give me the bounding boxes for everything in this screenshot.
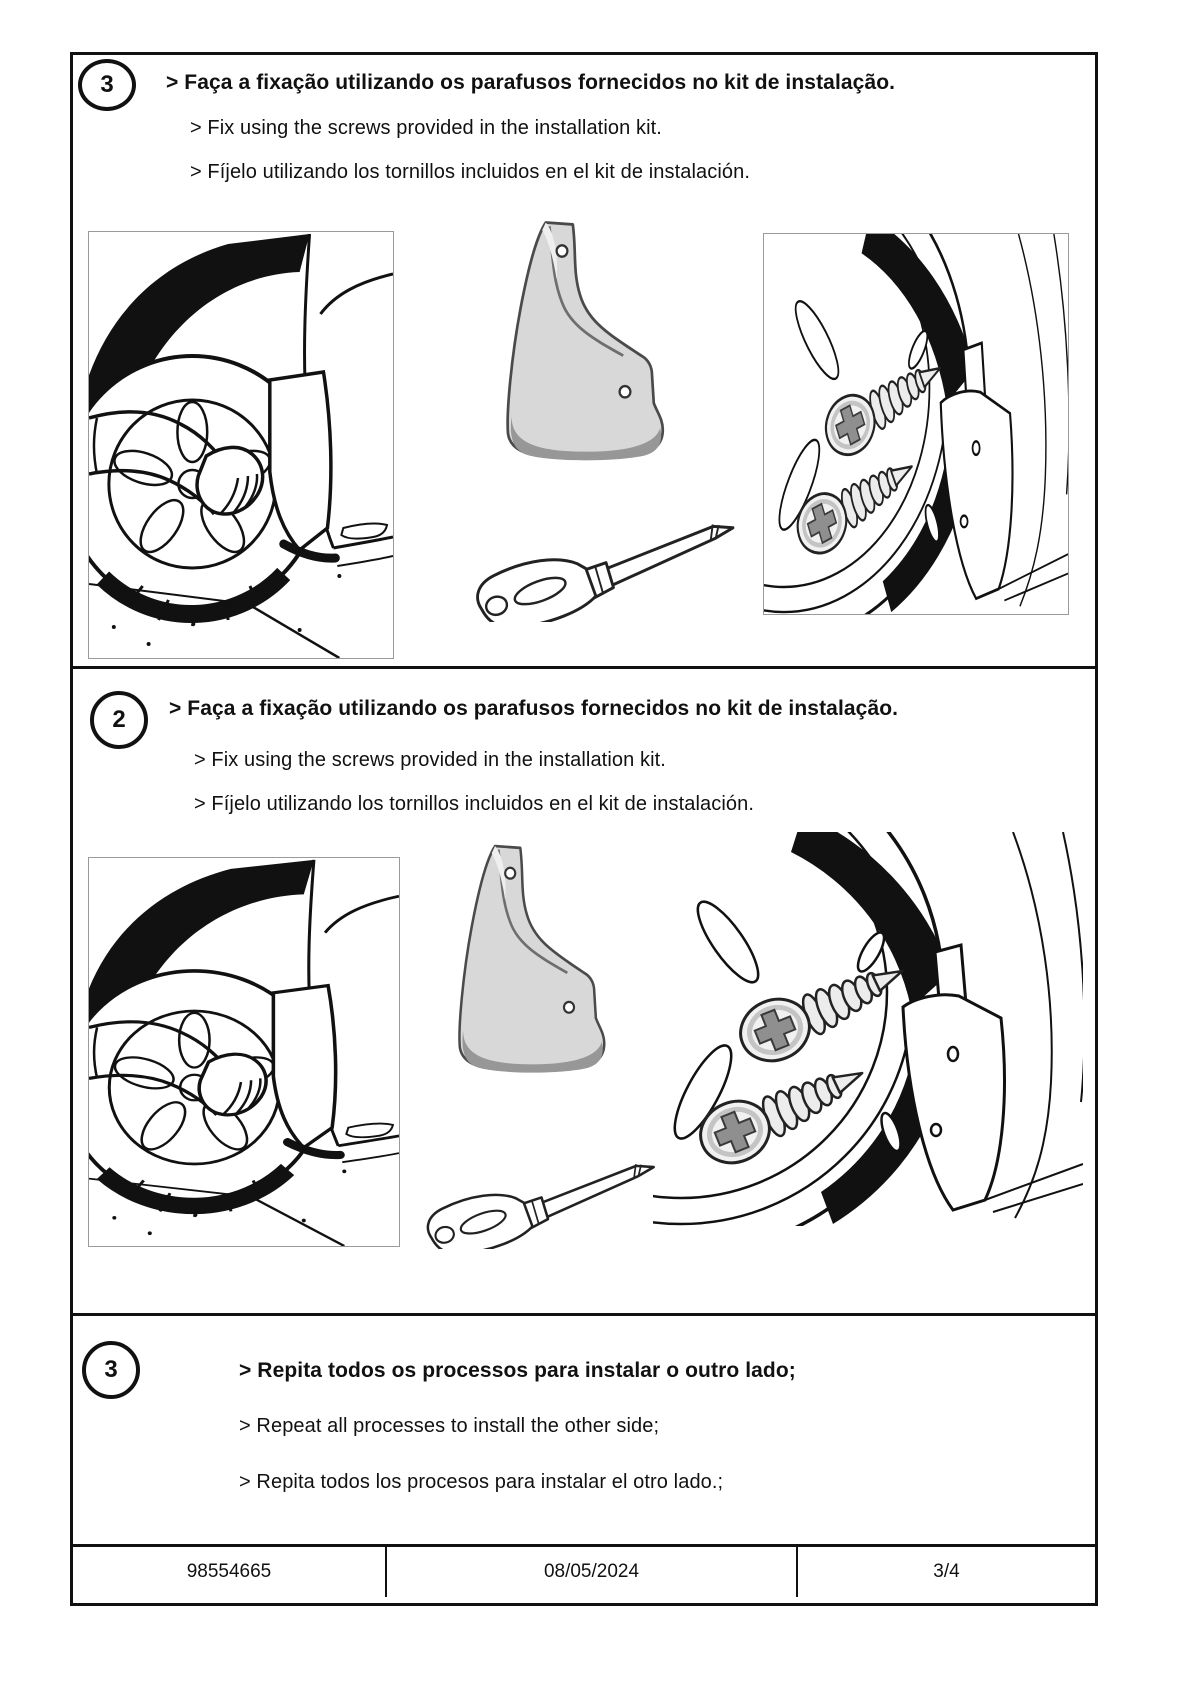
step-title-pt: > Faça a fixação utilizando os parafusos fornecidos no kit de instalação. xyxy=(169,697,899,720)
footer-table xyxy=(73,1544,1095,1597)
wheel-screws-illustration xyxy=(763,233,1069,615)
step-section-middle xyxy=(73,669,1095,1316)
wheel-screws-illustration xyxy=(653,832,1083,1226)
step-number-badge: 3 xyxy=(78,59,136,111)
wheel-hand-illustration xyxy=(88,231,394,659)
step-line-en: > Repeat all processes to install the other side; xyxy=(239,1415,660,1437)
step-section-top xyxy=(73,55,1095,669)
step-title-pt: > Faça a fixação utilizando os parafusos fornecidos no kit de instalação. xyxy=(166,71,896,94)
mudflap-illustration xyxy=(490,213,670,465)
step-title-pt: > Repita todos os processos para instalar o outro lado; xyxy=(239,1359,796,1382)
wheel-hand-illustration xyxy=(88,857,400,1247)
footer-part-number: 98554665 xyxy=(73,1547,387,1597)
step-line-es: > Fíjelo utilizando los tornillos incluidos en el kit de instalación. xyxy=(190,161,750,183)
step-number-badge: 2 xyxy=(90,691,148,749)
footer-date: 08/05/2024 xyxy=(387,1547,798,1597)
screwdriver-illustration xyxy=(415,1149,667,1249)
screwdriver-illustration xyxy=(463,507,748,622)
mudflap-illustration xyxy=(443,837,611,1077)
step-line-en: > Fix using the screws provided in the installation kit. xyxy=(194,749,666,771)
step-section-bottom xyxy=(73,1316,1095,1544)
step-number-badge: 3 xyxy=(82,1341,140,1399)
step-line-es: > Repita todos los procesos para instalar el otro lado.; xyxy=(239,1471,724,1493)
step-line-es: > Fíjelo utilizando los tornillos incluidos en el kit de instalación. xyxy=(194,793,754,815)
document-frame xyxy=(70,52,1098,1606)
step-line-en: > Fix using the screws provided in the installation kit. xyxy=(190,117,662,139)
footer-page-indicator: 3/4 xyxy=(933,1561,960,1582)
